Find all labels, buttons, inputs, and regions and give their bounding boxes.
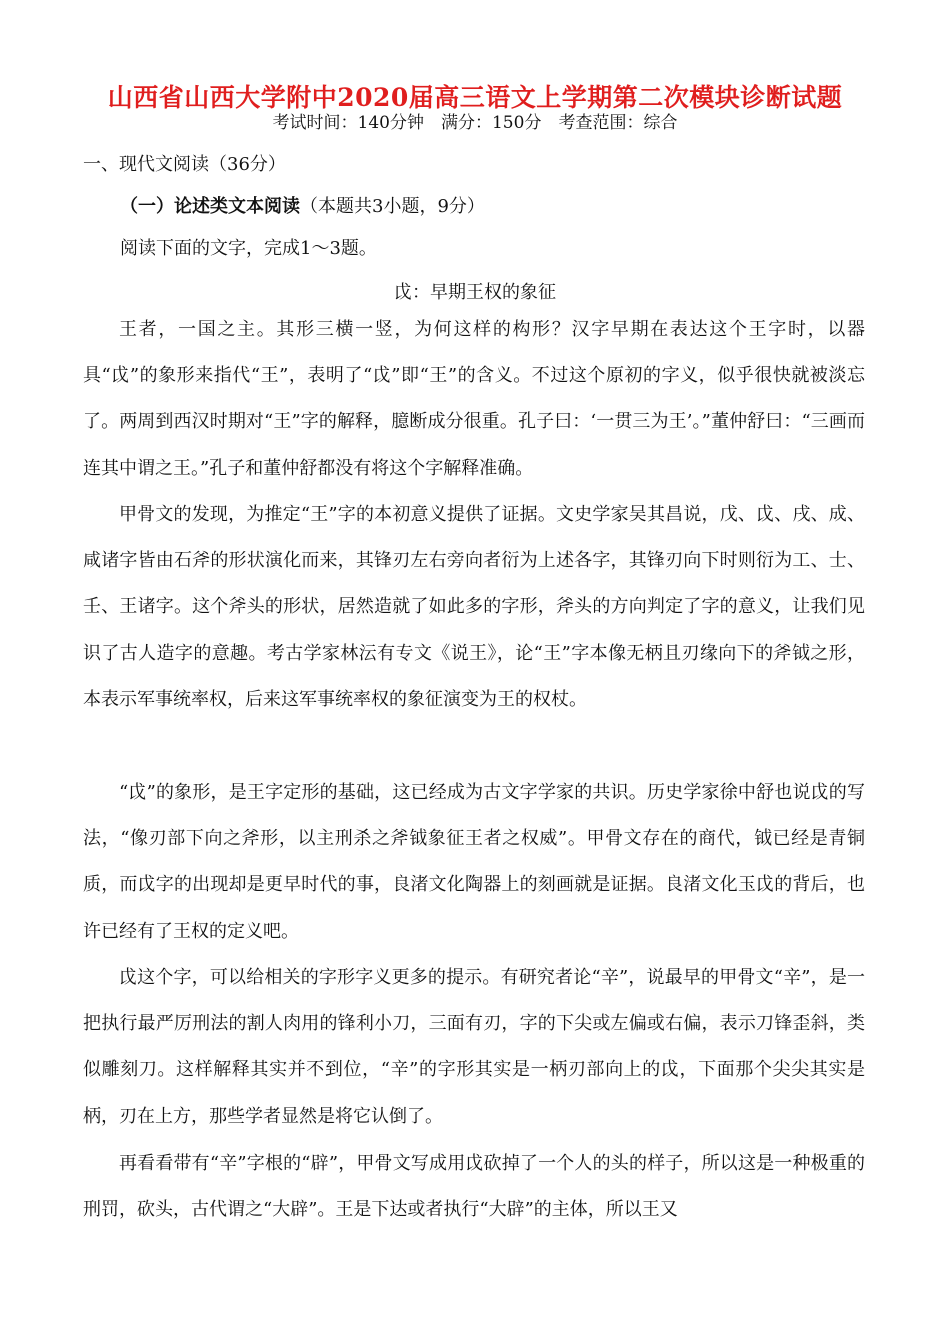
subsection-label: （一）论述类文本阅读 bbox=[120, 196, 300, 217]
subsection-note: （本题共3小题，9分） bbox=[300, 196, 485, 217]
subsection-heading bbox=[120, 192, 485, 218]
essay-paragraph: 戉这个字，可以给相关的字形字义更多的提示。有研究者论“辛”，说最早的甲骨文“辛”，是一把执行最严厉刑法的割人肉用的锋利小刀，三面有刃，字的下尖或左偏或右偏，表示刀锋歪斜，类似雕刻刀。这样解释其实并不到位，“辛”的字形其实是一柄刃部向上的戉，下面那个尖尖其实是柄，刃在上方，那些学者显然是将它认倒了。 bbox=[83, 967, 865, 1127]
essay-paragraph: 再看看带有“辛”字根的“辟”，甲骨文写成用戉砍掉了一个人的头的样子，所以这是一种极重的刑罚，砍头，古代谓之“大辟”。王是下达或者执行“大辟”的主体，所以王又 bbox=[83, 1153, 865, 1221]
essay-paragraph: 王者，一国之主。其形三横一竖，为何这样的构形？汉字早期在表达这个王字时，以器具“戉”的象形来指代“王”，表明了“戉”即“王”的含义。不过这个原初的字义，似乎很快就被淡忘了。两周到西汉时期对“王”字的解释，臆断成分很重。孔子曰：‘一贯三为王’。”董仲舒曰：“三画而连其中谓之王。”孔子和董仲舒都没有将这个字解释准确。 bbox=[83, 319, 865, 479]
reading-instruction: 阅读下面的文字，完成1～3题。 bbox=[120, 238, 377, 259]
exam-title: 山西省山西大学附中2020届高三语文上学期第二次模块诊断试题 bbox=[107, 83, 843, 112]
essay-paragraph: “戉”的象形，是王字定形的基础，这已经成为古文字学家的共识。历史学家徐中舒也说戉的写法，“像刃部下向之斧形，以主刑杀之斧钺象征王者之权威”。甲骨文存在的商代，钺已经是青铜质，而戉字的出现却是更早时代的事，良渚文化陶器上的刻画就是证据。良渚文化玉戉的背后，也许已经有了王权的定义吧。 bbox=[83, 782, 865, 942]
exam-meta: 考试时间：140分钟 满分：150分 考查范围：综合 bbox=[272, 113, 678, 133]
essay-paragraph: 甲骨文的发现，为推定“王”字的本初意义提供了证据。文史学家吴其昌说，戊、戉、戌、成、咸诸字皆由石斧的形状演化而来，其锋刃左右旁向者衍为上述各字，其锋刃向下时则衍为工、士、壬、王诸字。这个斧头的形状，居然造就了如此多的字形，斧头的方向判定了字的意义，让我们见识了古人造字的意趣。考古学家林沄有专文《说王》，论“王”字本像无柄且刃缘向下的斧钺之形，本表示军事统率权，后来这军事统率权的象征演变为王的权杖。 bbox=[83, 504, 865, 710]
essay-title: 戉：早期王权的象征 bbox=[394, 282, 556, 303]
section-heading: 一、现代文阅读（36分） bbox=[83, 154, 286, 175]
